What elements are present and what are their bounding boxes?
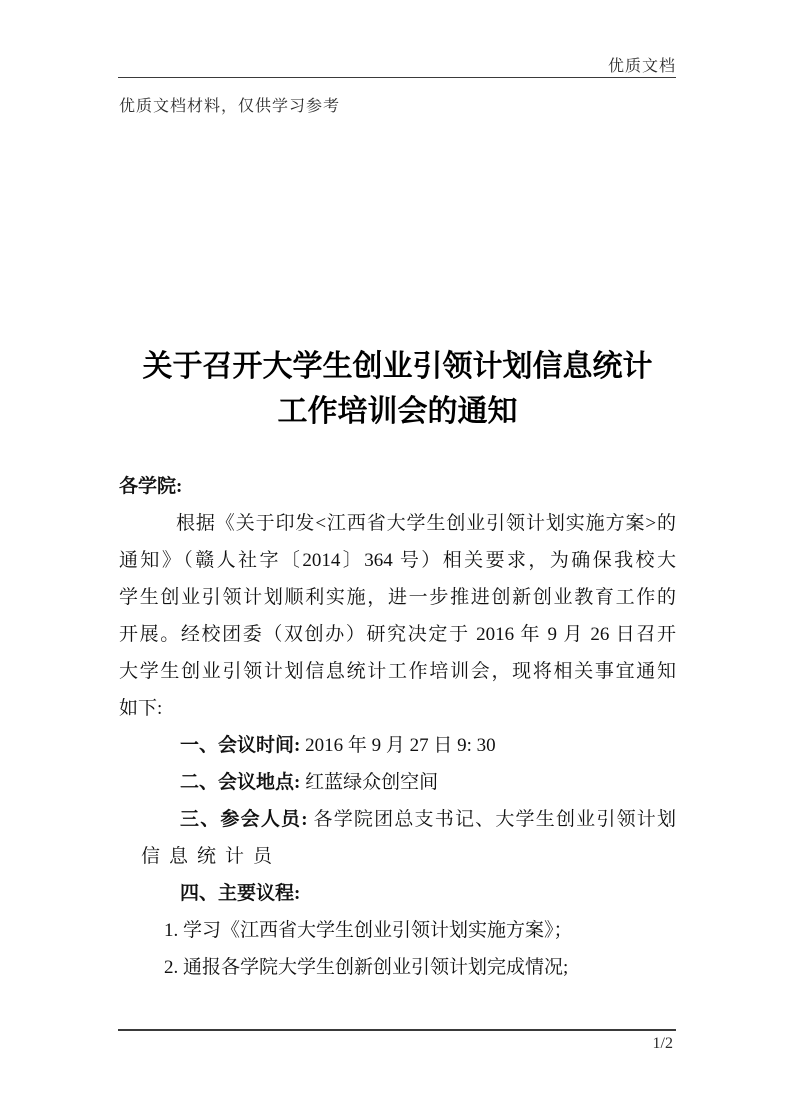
meeting-time-label: 一、会议时间: <box>180 735 301 756</box>
document-title-line2: 工作培训会的通知 <box>277 395 518 428</box>
meeting-place-value: 红蓝绿众创空间 <box>300 772 439 793</box>
header-rule <box>118 77 676 78</box>
header-brand-text: 优质文档 <box>607 58 676 75</box>
meeting-time-value: 2016 年 9 月 27 日 9: 30 <box>300 735 496 756</box>
paragraph-line <box>119 505 676 542</box>
paragraph-line <box>119 690 676 727</box>
attendees-continuation-text: 信息统计员 <box>141 846 282 867</box>
meeting-place-line <box>119 764 676 801</box>
agenda-item-1-text: 1. 学习《江西省大学生创业引领计划实施方案》； <box>164 920 573 941</box>
document-title-line1: 关于召开大学生创业引领计划信息统计 <box>142 350 653 383</box>
agenda-item-1-line <box>119 912 676 949</box>
attendees-line <box>119 801 676 838</box>
paragraph-line <box>119 653 676 690</box>
agenda-item-2-line <box>119 949 676 986</box>
paragraph-text: 学生创业引领计划顺利实施，进一步推进创新创业教育工作的 <box>119 587 676 608</box>
page-number: 1/2 <box>652 1035 673 1052</box>
header-note-text: 优质文档材料，仅供学习参考 <box>119 98 341 115</box>
paragraph-text: 通知》（赣人社字〔2014〕364 号）相关要求，为确保我校大 <box>119 550 676 571</box>
meeting-time-line <box>119 727 676 764</box>
footer-rule <box>118 1029 676 1031</box>
document-title <box>119 344 676 434</box>
paragraph-text: 如下: <box>119 698 163 719</box>
meeting-place-label: 二、会议地点: <box>180 772 301 793</box>
paragraph-line <box>119 579 676 616</box>
paragraph-text: 根据《关于印发<江西省大学生创业引领计划实施方案>的 <box>176 513 676 534</box>
paragraph-line <box>119 616 676 653</box>
salutation-label: 各学院: <box>119 476 183 497</box>
agenda-item-2-text: 2. 通报各学院大学生创新创业引领计划完成情况; <box>164 957 569 978</box>
attendees-continuation-line <box>119 838 676 875</box>
agenda-heading-label: 四、主要议程: <box>180 883 301 904</box>
attendees-label: 三、参会人员: <box>180 809 308 830</box>
paragraph-text: 开展。经校团委（双创办）研究决定于 2016 年 9 月 26 日召开 <box>119 624 676 645</box>
attendees-value: 各学院团总支书记、大学生创业引领计划 <box>307 809 676 830</box>
agenda-heading-line <box>119 875 676 912</box>
paragraph-text: 大学生创业引领计划信息统计工作培训会，现将相关事宜通知 <box>119 661 676 682</box>
salutation-line <box>119 468 676 505</box>
paragraph-line <box>119 542 676 579</box>
document-body <box>119 468 676 986</box>
